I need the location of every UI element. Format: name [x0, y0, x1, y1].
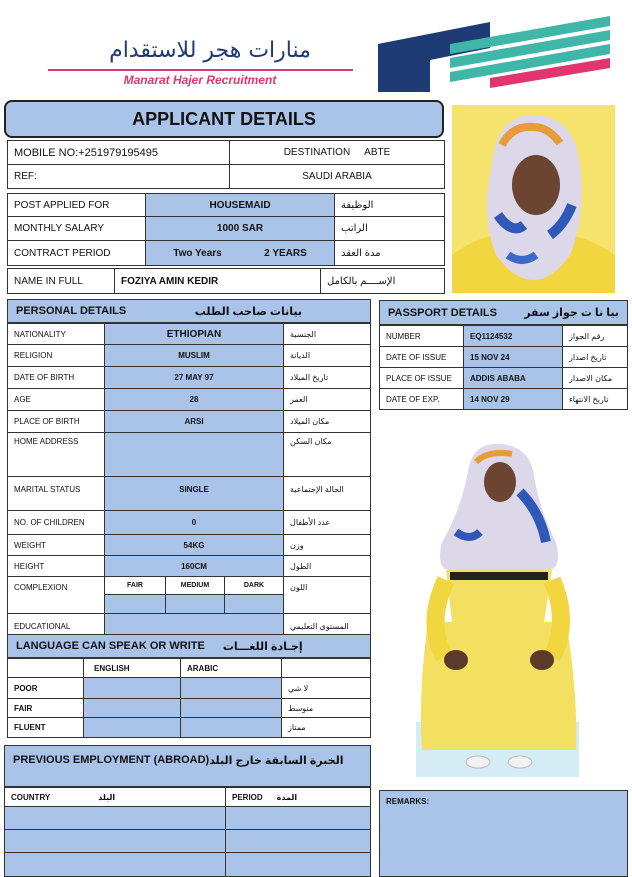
- contract-label: CONTRACT PERIOD: [7, 240, 146, 266]
- weight-label: WEIGHT: [7, 534, 105, 556]
- religion-arabic: الديانة: [283, 344, 371, 367]
- height-label: HEIGHT: [7, 555, 105, 577]
- contract-arabic: مدة العقد: [334, 240, 445, 266]
- name-arabic: الإســــم بالكامل: [320, 268, 445, 294]
- complexion-dark-box: [224, 594, 284, 614]
- personal-details-header: [7, 299, 371, 323]
- destination-label: DESTINATION: [283, 147, 351, 158]
- complexion-fair-box: [104, 594, 166, 614]
- house-roof-icon: [370, 14, 620, 92]
- remarks-label: REMARKS:: [386, 797, 430, 806]
- marital-status-value: SINGLE: [104, 476, 284, 511]
- education-arabic: المستوى التعليمي: [283, 613, 371, 635]
- employment-period-header: [225, 787, 371, 807]
- language-title: LANGUAGE CAN SPEAK OR WRITE: [16, 640, 205, 652]
- language-poor-english: [83, 677, 181, 699]
- post-value: HOUSEMAID: [145, 193, 335, 217]
- language-col-english: ENGLISH: [83, 658, 181, 678]
- place-of-birth-value: ARSI: [104, 410, 284, 433]
- language-header-blank: [7, 658, 84, 678]
- page-title-text: APPLICANT DETAILS: [132, 108, 316, 129]
- destination-value: ABTE: [364, 147, 391, 158]
- language-col-arabic: ARABIC: [180, 658, 282, 678]
- complexion-arabic: اللون: [283, 576, 371, 614]
- employment-row-country: [4, 829, 226, 853]
- employment-row-country: [4, 806, 226, 830]
- personal-details-title-arabic: بيانات صاحب الطلب: [194, 305, 302, 318]
- complexion-option-medium: MEDIUM: [165, 576, 225, 595]
- language-header-blank-right: [281, 658, 371, 678]
- contract-value: [145, 240, 335, 266]
- full-name: FOZIYA AMIN KEDIR: [114, 268, 321, 294]
- issue-date-arabic: تاريخ اصدار: [562, 346, 628, 368]
- destination-country: SAUDI ARABIA: [229, 164, 445, 189]
- marital-status-label: MARITAL STATUS: [7, 476, 105, 511]
- issue-date-value: 15 NOV 24: [463, 346, 563, 368]
- place-of-birth-label: PLACE OF BIRTH: [7, 410, 105, 433]
- language-title-arabic: إجـادة اللغـــات: [222, 640, 303, 653]
- age-value: 28: [104, 388, 284, 411]
- home-address-label: HOME ADDRESS: [7, 432, 105, 477]
- language-row-fluent-label: FLUENT: [7, 717, 84, 738]
- height-arabic: الطول: [283, 555, 371, 577]
- complexion-medium-box: [165, 594, 225, 614]
- weight-value: 54KG: [104, 534, 284, 556]
- expiry-date-arabic: تاريخ الانتهاء: [562, 388, 628, 410]
- complexion-option-dark: DARK: [224, 576, 284, 595]
- nationality-value: ETHIOPIAN: [104, 323, 284, 345]
- marital-status-arabic: الحالة الإجتماعية: [283, 476, 371, 511]
- destination-cell: [229, 140, 445, 165]
- expiry-date-label: DATE OF EXP.: [379, 388, 464, 410]
- salary-value: 1000 SAR: [145, 216, 335, 241]
- home-address-arabic: مكان السكن: [283, 432, 371, 477]
- issue-place-label: PLACE OF ISSUE: [379, 367, 464, 389]
- employment-country-arabic: البلد: [98, 792, 116, 802]
- age-label: AGE: [7, 388, 105, 411]
- passport-number-arabic: رقم الجواز: [562, 325, 628, 347]
- employment-row-period: [225, 829, 371, 853]
- expiry-date-value: 14 NOV 29: [463, 388, 563, 410]
- passport-details-header: [379, 300, 628, 325]
- home-address-value: [104, 432, 284, 477]
- ref-label: REF:: [7, 164, 230, 189]
- employment-header: [4, 745, 371, 787]
- language-fluent-english: [83, 717, 181, 738]
- employment-period-label: PERIOD: [232, 792, 263, 802]
- height-value: 160CM: [104, 555, 284, 577]
- language-fluent-arabic: [180, 717, 282, 738]
- company-logo: [40, 14, 620, 94]
- language-row-poor-arabic: لا شي: [281, 677, 371, 699]
- complexion-label: COMPLEXION: [7, 576, 105, 614]
- complexion-option-fair: FAIR: [104, 576, 166, 595]
- children-label: NO. OF CHILDREN: [7, 510, 105, 535]
- issue-place-arabic: مكان الاصدار: [562, 367, 628, 389]
- post-arabic: الوظيفة: [334, 193, 445, 217]
- issue-place-value: ADDIS ABABA: [463, 367, 563, 389]
- passport-details-title: PASSPORT DETAILS: [388, 306, 497, 319]
- salary-label: MONTHLY SALARY: [7, 216, 146, 241]
- education-value: [104, 613, 284, 635]
- logo-arabic-text: منارات هجر للاستقدام: [109, 38, 311, 63]
- contract-value-years: 2 YEARS: [264, 247, 307, 259]
- language-row-fluent-arabic: ممتاز: [281, 717, 371, 738]
- nationality-label: NATIONALITY: [7, 323, 105, 345]
- logo-english-text: Manarat Hajer Recruitment: [123, 73, 277, 87]
- logo-underline: [48, 69, 353, 71]
- language-row-fair-label: FAIR: [7, 698, 84, 718]
- education-label: EDUCATIONAL: [7, 613, 105, 635]
- religion-value: MUSLIM: [104, 344, 284, 367]
- dob-value: 27 MAY 97: [104, 366, 284, 389]
- employment-title: PREVIOUS EMPLOYMENT (ABROAD): [13, 754, 210, 766]
- remarks-box: [379, 790, 628, 877]
- passport-number-value: EQ1124532: [463, 325, 563, 347]
- mobile-number: MOBILE NO:+251979195495: [7, 140, 230, 165]
- employment-title-arabic: الخبرة السابقة خارج البلد: [209, 755, 344, 767]
- post-label: POST APPLIED FOR: [7, 193, 146, 217]
- language-poor-arabic: [180, 677, 282, 699]
- salary-arabic: الراتب: [334, 216, 445, 241]
- passport-number-label: NUMBER: [379, 325, 464, 347]
- dob-arabic: تاريخ الميلاد: [283, 366, 371, 389]
- children-arabic: عدد الأطفال: [283, 510, 371, 535]
- name-label: NAME IN FULL: [7, 268, 115, 294]
- language-fair-english: [83, 698, 181, 718]
- employment-country-header: [4, 787, 226, 807]
- age-arabic: العمر: [283, 388, 371, 411]
- employment-period-arabic: المدة: [276, 792, 298, 802]
- personal-details-title: PERSONAL DETAILS: [16, 305, 127, 317]
- employment-country-label: COUNTRY: [11, 792, 51, 802]
- contract-value-words: Two Years: [173, 247, 222, 259]
- applicant-headshot-photo: [452, 105, 615, 293]
- children-value: 0: [104, 510, 284, 535]
- dob-label: DATE OF BIRTH: [7, 366, 105, 389]
- applicant-full-body-photo: [416, 432, 579, 777]
- employment-row-period: [225, 852, 371, 877]
- employment-row-period: [225, 806, 371, 830]
- weight-arabic: وزن: [283, 534, 371, 556]
- language-row-poor-label: POOR: [7, 677, 84, 699]
- language-fair-arabic: [180, 698, 282, 718]
- issue-date-label: DATE OF ISSUE: [379, 346, 464, 368]
- language-row-fair-arabic: متوسط: [281, 698, 371, 718]
- religion-label: RELIGION: [7, 344, 105, 367]
- passport-details-title-arabic: بيا نا ت جواز سفر: [524, 307, 619, 319]
- nationality-arabic: الجنسية: [283, 323, 371, 345]
- language-header: [7, 634, 371, 658]
- place-of-birth-arabic: مكان الميلاد: [283, 410, 371, 433]
- page-title: [4, 100, 444, 138]
- employment-row-country: [4, 852, 226, 877]
